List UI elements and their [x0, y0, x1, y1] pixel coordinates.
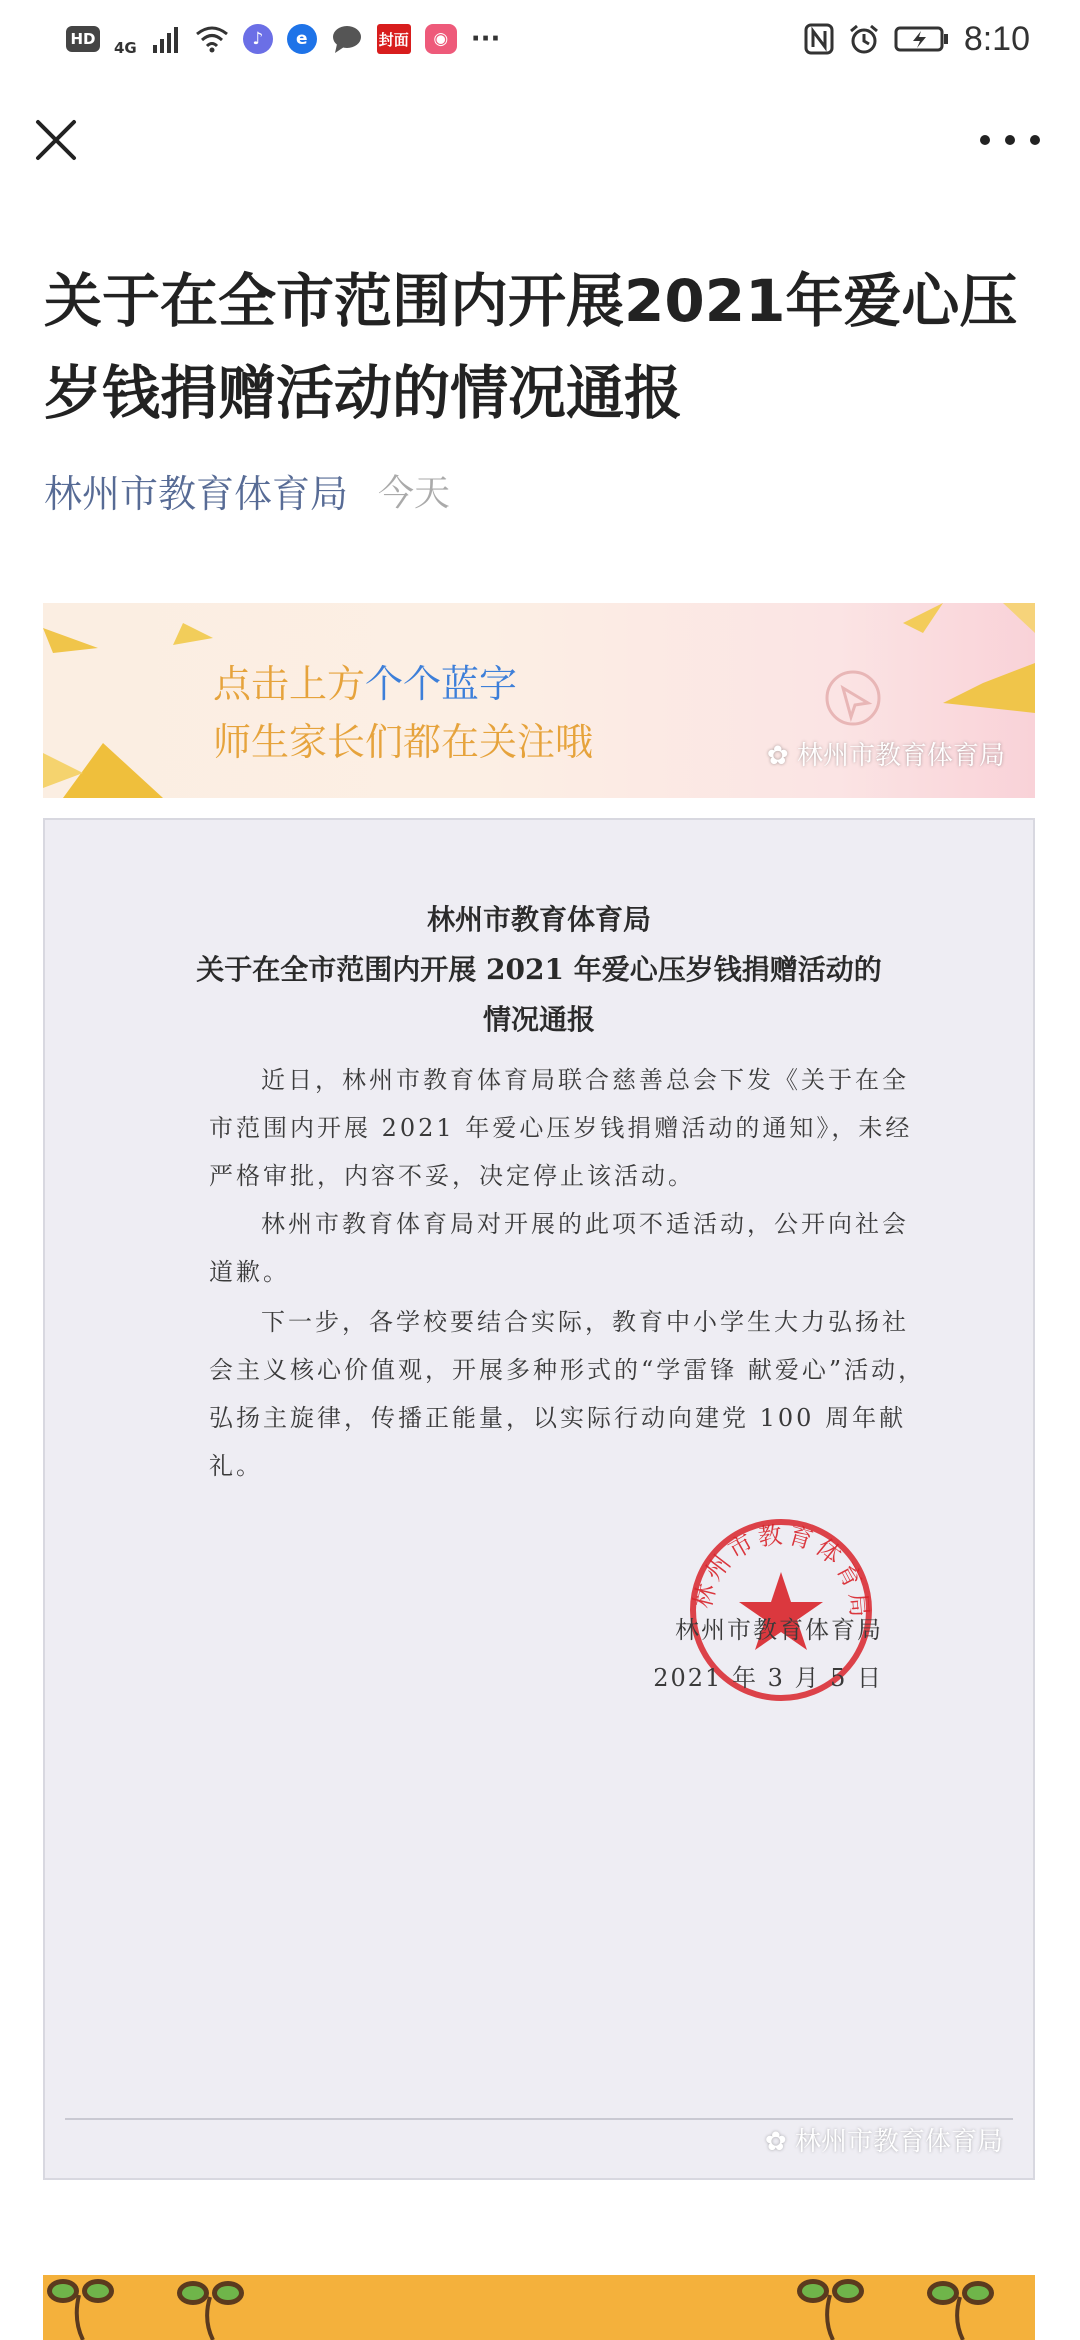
banner-line-1 [213, 653, 517, 708]
battery-charging-icon [894, 25, 950, 53]
message-app-icon [331, 24, 363, 54]
close-icon [28, 112, 84, 168]
close-button[interactable] [28, 112, 84, 168]
wechat-icon: ✿ [766, 741, 797, 771]
doc-divider [65, 2118, 1013, 2120]
svg-text:林州市教育体育局: 林州市教育体育局 [688, 1520, 874, 1623]
banner-watermark-text: 林州市教育体育局 [796, 741, 1005, 771]
video-app-icon: ◉ [425, 24, 457, 54]
news-app-badge: 封面 [377, 24, 411, 54]
music-app-icon: ♪ [243, 24, 273, 54]
doc-title-line-1: 关于在全市范围内开展 2021 年爱心压岁钱捐赠活动的 [196, 953, 882, 986]
article-meta [44, 460, 450, 520]
browser-app-icon: e [287, 24, 317, 54]
hd-indicator: HD [66, 26, 100, 52]
clock: 8:10 [963, 19, 1030, 58]
more-icon [980, 135, 990, 145]
more-notifications: ··· [470, 24, 501, 54]
status-right [804, 20, 1030, 59]
doc-signature-org: 林州市教育体育局 [675, 1616, 883, 1644]
banner-prefix: 点击上方 [213, 662, 366, 706]
bottom-banner-image [43, 2275, 1035, 2340]
doc-paragraph-1: 近日，林州市教育体育局联合慈善总会下发《关于在全市范围内开展 2021 年爱心压岁钱捐赠活动的通知》，未经严格审批，内容不妥，决定停止该活动。 [209, 1066, 913, 1190]
author-link[interactable]: 林州市教育体育局 [44, 471, 349, 516]
doc-org: 林州市教育体育局 [426, 903, 651, 936]
top-nav [0, 100, 1080, 180]
signal-icon [151, 25, 181, 53]
doc-watermark-text: 林州市教育体育局 [794, 2127, 1003, 2157]
wechat-icon: ✿ [764, 2127, 795, 2157]
follow-banner[interactable] [43, 603, 1035, 798]
nfc-icon [804, 23, 834, 55]
banner-highlight: 个个蓝字 [365, 662, 518, 706]
article-title: 关于在全市范围内开展2021年爱心压岁钱捐赠活动的情况通报 [44, 267, 1018, 427]
publish-date: 今天 [378, 472, 451, 514]
doc-title-line-2: 情况通报 [482, 1003, 595, 1036]
document-image[interactable] [43, 818, 1035, 2180]
banner-watermark [767, 735, 1005, 772]
network-type: 4G [114, 39, 137, 57]
sprout-decoration [43, 2275, 1035, 2340]
doc-watermark [765, 2121, 1003, 2158]
wifi-icon [195, 25, 229, 53]
doc-signature-date: 2021 年 3 月 5 日 [653, 1664, 883, 1692]
more-options-button[interactable] [980, 122, 1040, 158]
document-content [45, 820, 1033, 2178]
doc-paragraph-3: 下一步，各学校要结合实际，教育中小学生大力弘扬社会主义核心价值观，开展多种形式的“学雷锋 献爱心”活动，弘扬主旋律，传播正能量，以实际行动向建党 100 周年献礼。 [209, 1308, 926, 1480]
doc-paragraph-2: 林州市教育体育局对开展的此项不适活动，公开向社会道歉。 [209, 1210, 909, 1286]
banner-line-2: 师生家长们都在关注哦 [213, 720, 594, 764]
status-bar [0, 0, 1080, 78]
alarm-icon [848, 23, 880, 55]
status-left [66, 21, 500, 57]
